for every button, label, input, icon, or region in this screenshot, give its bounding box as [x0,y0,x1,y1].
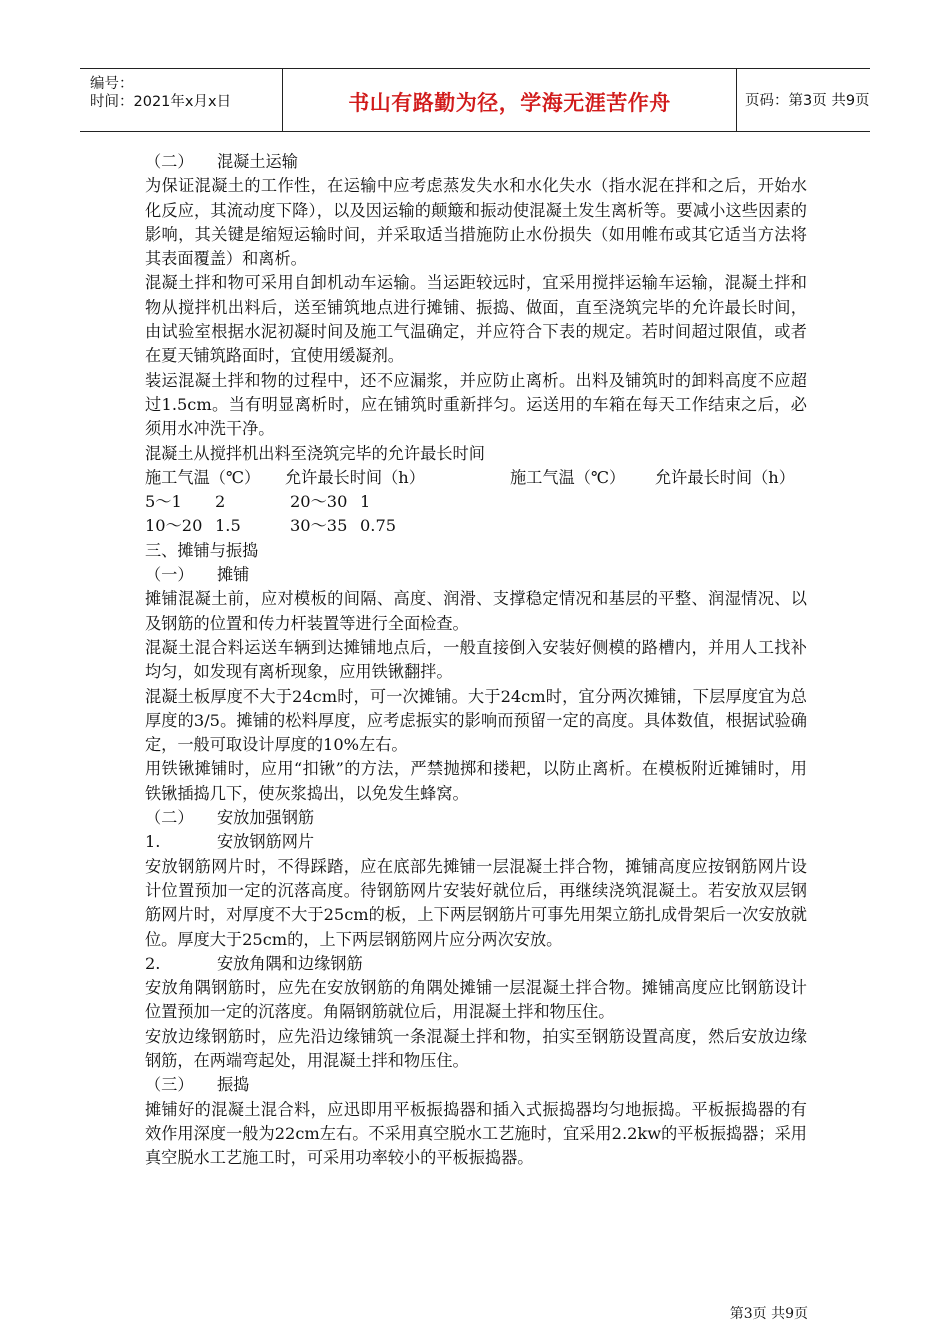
table-header-cell: 允许最长时间（h） [655,467,795,487]
header-meta [80,69,282,131]
section-heading: （一） 摊铺 [145,565,250,585]
paragraph: 用铁锹摊铺时，应用“扣锹”的方法，严禁抛掷和搂耙，以防止离析。在模板附近摊铺时，用铁锹插捣几下，使灰浆捣出，以免发生蜂窝。 [145,759,807,803]
table-cell: 1.5 [215,516,241,536]
table-cell: 1 [360,492,371,512]
table-cell: 10～20 [145,516,203,536]
header-page-cell [737,69,870,131]
paragraph: 摊铺好的混凝土混合料，应迅即用平板振捣器和插入式振捣器均匀地振捣。平板振捣器的有效作用深度一般为22cm左右。不采用真空脱水工艺施时，宜采用2.2kw的平板振捣器；采用真空脱水工艺施工时，可采用功率较小的平板振捣器。 [145,1099,807,1168]
subsection-heading: 1. 安放钢筋网片 [145,832,315,852]
section-heading: （二） 混凝土运输 [145,152,298,171]
header-motto-cell [282,69,737,131]
table-cell: 2 [215,492,226,512]
paragraph: 混凝土板厚度不大于24cm时，可一次摊铺。大于24cm时，宜分两次摊铺，下层厚度宜为总厚度的3/5。摊铺的松料厚度，应考虑振实的影响而预留一定的高度。具体数值，根据试验确定，一般可取设计厚度的10%左右。 [145,686,807,755]
paragraph: 安放角隅钢筋时，应先在安放钢筋的角隅处摊铺一层混凝土拌合物。摊铺高度应比钢筋设计位置预加一定的沉落度。角隔钢筋就位后，用混凝土拌和物压住。 [145,978,807,1022]
table-cell: 30～35 [290,516,348,536]
doc-date: 时间：2021年x月x日 [90,94,232,110]
paragraph: 装运混凝土拌和物的过程中，还不应漏浆，并应防止离析。出料及铺筑时的卸料高度不应超过1.5cm。当有明显离析时，应在铺筑时重新拌匀。运送用的车箱在每天工作结束之后，必须用水冲洗干净。 [145,370,807,439]
table-header-cell: 允许最长时间（h） [285,467,425,487]
chapter-heading: 三、摊铺与振捣 [145,540,259,560]
paragraph: 摊铺混凝土前，应对模板的间隔、高度、润滑、支撑稳定情况和基层的平整、润湿情况、以及钢筋的位置和传力杆装置等进行全面检查。 [145,589,807,633]
table-header-cell: 施工气温（℃） [510,467,626,487]
paragraph: 安放边缘钢筋时，应先沿边缘铺筑一条混凝土拌和物，拍实至钢筋设置高度，然后安放边缘钢筋，在两端弯起处，用混凝土拌和物压住。 [145,1026,807,1070]
paragraph: 安放钢筋网片时，不得踩踏，应在底部先摊铺一层混凝土拌合物，摊铺高度应按钢筋网片设计位置预加一定的沉落高度。待钢筋网片安装好就位后，再继续浇筑混凝土。若安放双层钢筋网片时，对厚度不大于25cm的板，上下两层钢筋片可事先用架立筋扎成骨架后一次安放就位。厚度大于25cm的，上下两层钢筋网片应分两次安放。 [145,856,807,949]
table-cell: 20～30 [290,492,348,512]
paragraph: 混凝土拌和物可采用自卸机动车运输。当运距较远时，宜采用搅拌运输车运输，混凝土拌和物从搅拌机出料后，送至铺筑地点进行摊铺、振捣、做面，直至浇筑完毕的允许最长时间，由试验室根据水泥初凝时间及施工气温确定，并应符合下表的规定。若时间超过限值，或者在夏天铺筑路面时，宜使用缓凝剂。 [145,273,807,366]
table-cell: 5～1 [145,492,182,512]
subsection-heading: 2. 安放角隅和边缘钢筋 [145,953,363,973]
doc-number-label: 编号： [90,76,134,92]
document-body [145,150,807,1170]
header-page-number: 页码：第3页 共9页 [745,93,870,109]
header-motto: 书山有路勤为径，学海无涯苦作舟 [348,91,671,115]
page-header [80,68,870,132]
section-heading: （二） 安放加强钢筋 [145,808,315,828]
table-cell: 0.75 [360,516,397,536]
table-row [145,514,807,538]
page-footer: 第3页 共9页 [729,1306,808,1322]
section-heading: （三） 振捣 [145,1075,250,1095]
time-table-header [145,466,807,490]
paragraph: 为保证混凝土的工作性，在运输中应考虑蒸发失水和水化失水（指水泥在拌和之后，开始水化反应，其流动度下降），以及因运输的颠簸和振动使混凝土发生离析等。要减小这些因素的影响，其关键是缩短运输时间，并采取适当措施防止水份损失（如用帷布或其它适当方法将其表面覆盖）和离析。 [145,176,807,269]
table-caption: 混凝土从搅拌机出料至浇筑完毕的允许最长时间 [145,443,485,463]
paragraph: 混凝土混合料运送车辆到达摊铺地点后，一般直接倒入安装好侧模的路槽内，并用人工找补均匀，如发现有离析现象，应用铁锹翻拌。 [145,637,807,682]
table-row [145,490,807,514]
table-header-cell: 施工气温（℃） [145,467,261,487]
